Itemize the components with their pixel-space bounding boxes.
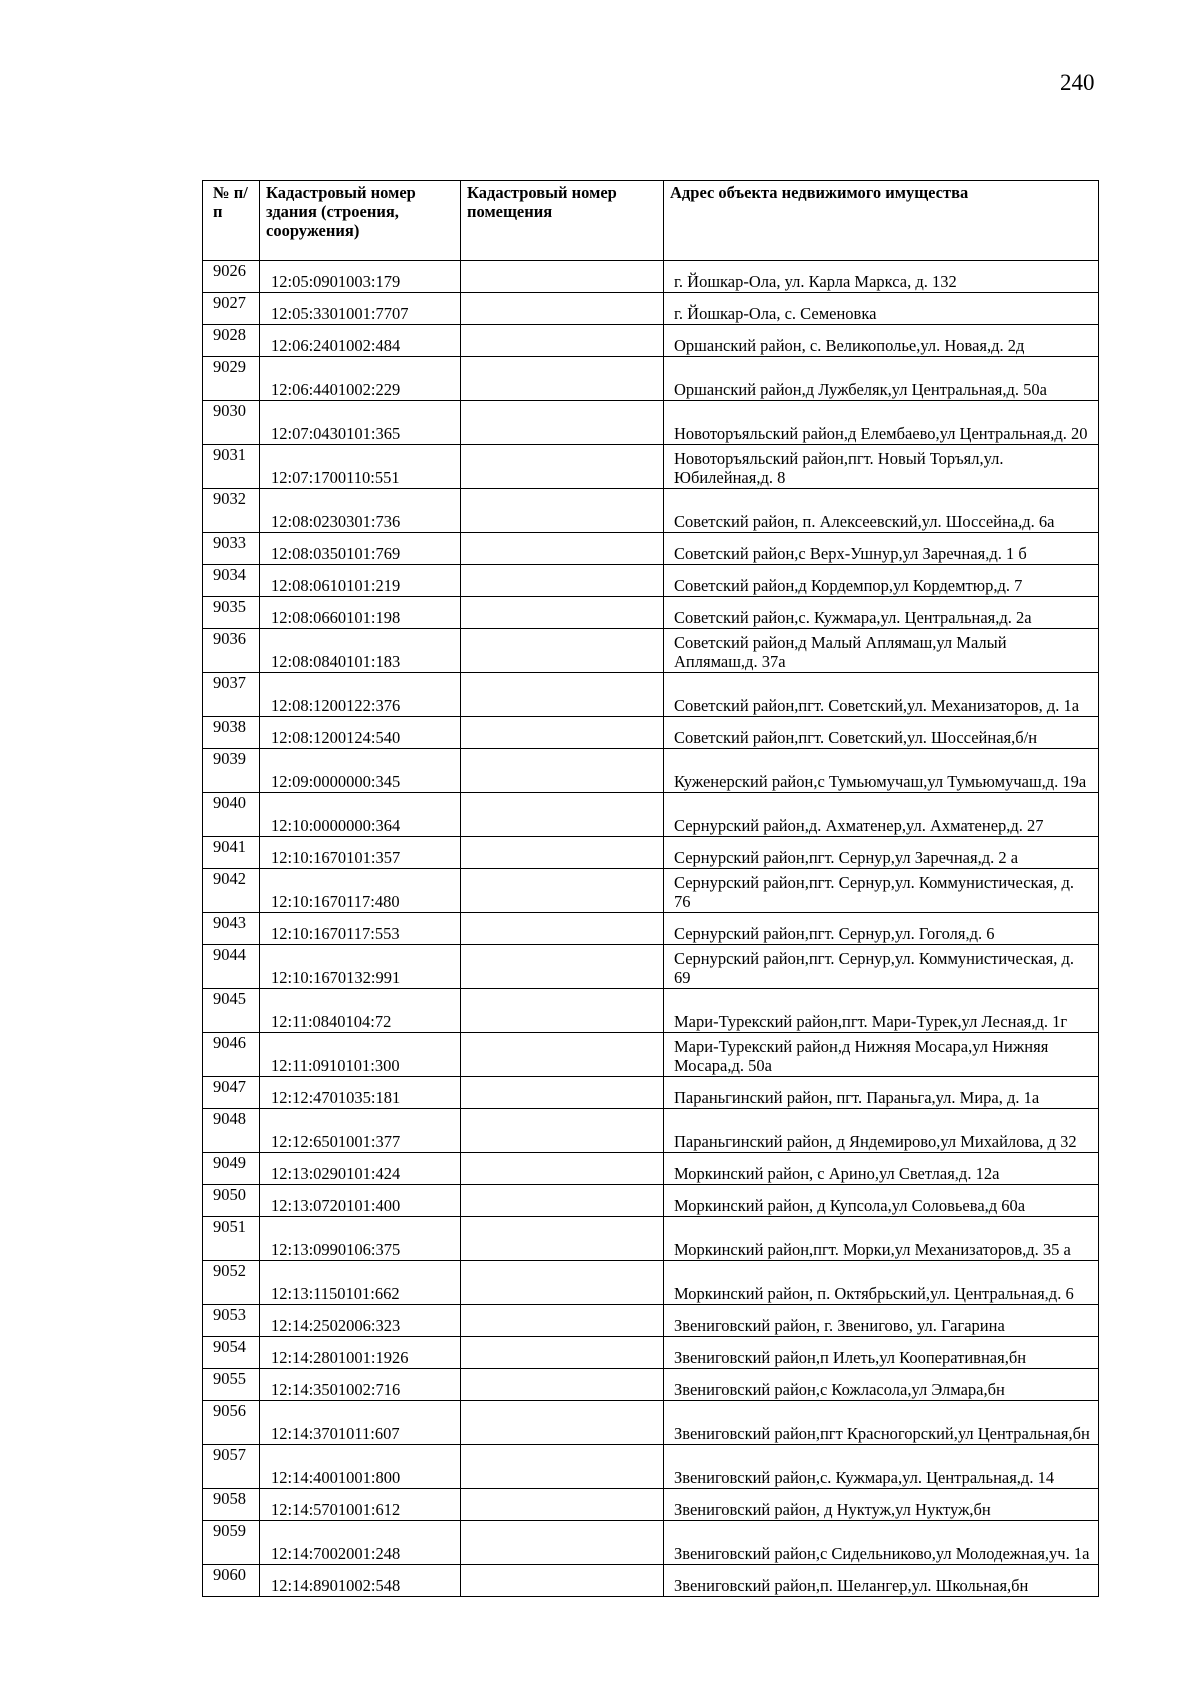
address-cell: Советский район,пгт. Советский,ул. Механизаторов, д. 1а bbox=[664, 673, 1099, 717]
room-cadastral-cell bbox=[461, 1185, 664, 1217]
row-number-cell: 9045 bbox=[203, 989, 260, 1033]
table-row bbox=[203, 1489, 1099, 1521]
table-row bbox=[203, 989, 1099, 1033]
row-number-cell: 9039 bbox=[203, 749, 260, 793]
table-row bbox=[203, 945, 1099, 989]
room-cadastral-cell bbox=[461, 1489, 664, 1521]
table-row bbox=[203, 293, 1099, 325]
table-row bbox=[203, 565, 1099, 597]
address-cell: Советский район, п. Алексеевский,ул. Шоссейна,д. 6а bbox=[664, 489, 1099, 533]
address-cell: Моркинский район, с Арино,ул Светлая,д. 12а bbox=[664, 1153, 1099, 1185]
room-cadastral-cell bbox=[461, 1261, 664, 1305]
header-address: Адрес объекта недвижимого имущества bbox=[664, 181, 1099, 261]
room-cadastral-cell bbox=[461, 1077, 664, 1109]
table-row bbox=[203, 837, 1099, 869]
address-cell: Звениговский район,п Илеть,ул Кооперативная,бн bbox=[664, 1337, 1099, 1369]
table-row bbox=[203, 1369, 1099, 1401]
room-cadastral-cell bbox=[461, 597, 664, 629]
address-cell: Звениговский район, д Нуктуж,ул Нуктуж,бн bbox=[664, 1489, 1099, 1521]
building-cadastral-cell: 12:13:0990106:375 bbox=[260, 1217, 461, 1261]
room-cadastral-cell bbox=[461, 1153, 664, 1185]
building-cadastral-cell: 12:14:2801001:1926 bbox=[260, 1337, 461, 1369]
room-cadastral-cell bbox=[461, 1521, 664, 1565]
building-cadastral-cell: 12:12:4701035:181 bbox=[260, 1077, 461, 1109]
property-registry-table bbox=[202, 180, 1099, 1597]
header-room-cadastral: Кадастровый номер помещения bbox=[461, 181, 664, 261]
row-number-cell: 9052 bbox=[203, 1261, 260, 1305]
table-row bbox=[203, 793, 1099, 837]
table-row bbox=[203, 1565, 1099, 1597]
building-cadastral-cell: 12:13:0290101:424 bbox=[260, 1153, 461, 1185]
row-number-cell: 9031 bbox=[203, 445, 260, 489]
address-cell: г. Йошкар-Ола, с. Семеновка bbox=[664, 293, 1099, 325]
room-cadastral-cell bbox=[461, 1565, 664, 1597]
room-cadastral-cell bbox=[461, 837, 664, 869]
building-cadastral-cell: 12:08:0610101:219 bbox=[260, 565, 461, 597]
address-cell: Звениговский район,с. Кужмара,ул. Центральная,д. 14 bbox=[664, 1445, 1099, 1489]
row-number-cell: 9027 bbox=[203, 293, 260, 325]
address-cell: Параньгинский район, пгт. Параньга,ул. Мира, д. 1а bbox=[664, 1077, 1099, 1109]
row-number-cell: 9054 bbox=[203, 1337, 260, 1369]
room-cadastral-cell bbox=[461, 673, 664, 717]
table-row bbox=[203, 1033, 1099, 1077]
building-cadastral-cell: 12:13:0720101:400 bbox=[260, 1185, 461, 1217]
building-cadastral-cell: 12:14:3501002:716 bbox=[260, 1369, 461, 1401]
room-cadastral-cell bbox=[461, 261, 664, 293]
table-row bbox=[203, 1261, 1099, 1305]
address-cell: Мари-Турекский район,д Нижняя Мосара,ул Нижняя Мосара,д. 50а bbox=[664, 1033, 1099, 1077]
table-row bbox=[203, 533, 1099, 565]
room-cadastral-cell bbox=[461, 1033, 664, 1077]
row-number-cell: 9040 bbox=[203, 793, 260, 837]
row-number-cell: 9058 bbox=[203, 1489, 260, 1521]
address-cell: Звениговский район,с Кожласола,ул Элмара,бн bbox=[664, 1369, 1099, 1401]
page-number: 240 bbox=[1060, 70, 1095, 95]
room-cadastral-cell bbox=[461, 1401, 664, 1445]
room-cadastral-cell bbox=[461, 1305, 664, 1337]
room-cadastral-cell bbox=[461, 445, 664, 489]
row-number-cell: 9026 bbox=[203, 261, 260, 293]
address-cell: Моркинский район, п. Октябрьский,ул. Центральная,д. 6 bbox=[664, 1261, 1099, 1305]
room-cadastral-cell bbox=[461, 1109, 664, 1153]
room-cadastral-cell bbox=[461, 869, 664, 913]
address-cell: Звениговский район,п. Шелангер,ул. Школьная,бн bbox=[664, 1565, 1099, 1597]
row-number-cell: 9050 bbox=[203, 1185, 260, 1217]
building-cadastral-cell: 12:11:0910101:300 bbox=[260, 1033, 461, 1077]
building-cadastral-cell: 12:06:4401002:229 bbox=[260, 357, 461, 401]
address-cell: Мари-Турекский район,пгт. Мари-Турек,ул Лесная,д. 1г bbox=[664, 989, 1099, 1033]
room-cadastral-cell bbox=[461, 325, 664, 357]
room-cadastral-cell bbox=[461, 749, 664, 793]
row-number-cell: 9048 bbox=[203, 1109, 260, 1153]
room-cadastral-cell bbox=[461, 565, 664, 597]
building-cadastral-cell: 12:05:3301001:7707 bbox=[260, 293, 461, 325]
row-number-cell: 9047 bbox=[203, 1077, 260, 1109]
room-cadastral-cell bbox=[461, 629, 664, 673]
address-cell: Советский район,с Верх-Ушнур,ул Заречная,д. 1 б bbox=[664, 533, 1099, 565]
table-row bbox=[203, 357, 1099, 401]
building-cadastral-cell: 12:14:2502006:323 bbox=[260, 1305, 461, 1337]
address-cell: Куженерский район,с Тумьюмучаш,ул Тумьюмучаш,д. 19а bbox=[664, 749, 1099, 793]
building-cadastral-cell: 12:14:7002001:248 bbox=[260, 1521, 461, 1565]
row-number-cell: 9049 bbox=[203, 1153, 260, 1185]
table-row bbox=[203, 489, 1099, 533]
table-row bbox=[203, 1153, 1099, 1185]
row-number-cell: 9041 bbox=[203, 837, 260, 869]
address-cell: Звениговский район, г. Звенигово, ул. Гагарина bbox=[664, 1305, 1099, 1337]
table-row bbox=[203, 261, 1099, 293]
row-number-cell: 9037 bbox=[203, 673, 260, 717]
room-cadastral-cell bbox=[461, 401, 664, 445]
row-number-cell: 9033 bbox=[203, 533, 260, 565]
address-cell: Советский район,д Малый Аплямаш,ул Малый Аплямаш,д. 37а bbox=[664, 629, 1099, 673]
row-number-cell: 9053 bbox=[203, 1305, 260, 1337]
building-cadastral-cell: 12:13:1150101:662 bbox=[260, 1261, 461, 1305]
building-cadastral-cell: 12:07:1700110:551 bbox=[260, 445, 461, 489]
table-row bbox=[203, 1521, 1099, 1565]
building-cadastral-cell: 12:10:1670132:991 bbox=[260, 945, 461, 989]
building-cadastral-cell: 12:14:8901002:548 bbox=[260, 1565, 461, 1597]
room-cadastral-cell bbox=[461, 1369, 664, 1401]
room-cadastral-cell bbox=[461, 489, 664, 533]
row-number-cell: 9046 bbox=[203, 1033, 260, 1077]
row-number-cell: 9055 bbox=[203, 1369, 260, 1401]
room-cadastral-cell bbox=[461, 293, 664, 325]
row-number-cell: 9034 bbox=[203, 565, 260, 597]
table-row bbox=[203, 1109, 1099, 1153]
room-cadastral-cell bbox=[461, 717, 664, 749]
building-cadastral-cell: 12:12:6501001:377 bbox=[260, 1109, 461, 1153]
building-cadastral-cell: 12:08:0230301:736 bbox=[260, 489, 461, 533]
row-number-cell: 9051 bbox=[203, 1217, 260, 1261]
row-number-cell: 9043 bbox=[203, 913, 260, 945]
table-body bbox=[203, 261, 1099, 1597]
table-row bbox=[203, 717, 1099, 749]
row-number-cell: 9056 bbox=[203, 1401, 260, 1445]
address-cell: Звениговский район,с Сидельниково,ул Молодежная,уч. 1а bbox=[664, 1521, 1099, 1565]
table-row bbox=[203, 913, 1099, 945]
address-cell: Сернурский район,пгт. Сернур,ул. Коммунистическая, д. 76 bbox=[664, 869, 1099, 913]
table-row bbox=[203, 1217, 1099, 1261]
row-number-cell: 9035 bbox=[203, 597, 260, 629]
room-cadastral-cell bbox=[461, 1337, 664, 1369]
table-row bbox=[203, 1445, 1099, 1489]
building-cadastral-cell: 12:14:5701001:612 bbox=[260, 1489, 461, 1521]
address-cell: Советский район,д Кордемпор,ул Кордемтюр,д. 7 bbox=[664, 565, 1099, 597]
building-cadastral-cell: 12:08:0840101:183 bbox=[260, 629, 461, 673]
room-cadastral-cell bbox=[461, 357, 664, 401]
address-cell: Новоторъяльский район,д Елембаево,ул Центральная,д. 20 bbox=[664, 401, 1099, 445]
building-cadastral-cell: 12:10:1670101:357 bbox=[260, 837, 461, 869]
table-header-row bbox=[203, 181, 1099, 261]
row-number-cell: 9030 bbox=[203, 401, 260, 445]
table-row bbox=[203, 325, 1099, 357]
room-cadastral-cell bbox=[461, 533, 664, 565]
building-cadastral-cell: 12:10:0000000:364 bbox=[260, 793, 461, 837]
table-row bbox=[203, 1337, 1099, 1369]
address-cell: Моркинский район, д Купсола,ул Соловьева,д 60а bbox=[664, 1185, 1099, 1217]
row-number-cell: 9059 bbox=[203, 1521, 260, 1565]
address-cell: Звениговский район,пгт Красногорский,ул Центральная,бн bbox=[664, 1401, 1099, 1445]
building-cadastral-cell: 12:10:1670117:553 bbox=[260, 913, 461, 945]
address-cell: Оршанский район, с. Великополье,ул. Новая,д. 2д bbox=[664, 325, 1099, 357]
address-cell: Новоторъяльский район,пгт. Новый Торъял,ул. Юбилейная,д. 8 bbox=[664, 445, 1099, 489]
row-number-cell: 9036 bbox=[203, 629, 260, 673]
row-number-cell: 9042 bbox=[203, 869, 260, 913]
building-cadastral-cell: 12:10:1670117:480 bbox=[260, 869, 461, 913]
address-cell: Параньгинский район, д Яндемирово,ул Михайлова, д 32 bbox=[664, 1109, 1099, 1153]
building-cadastral-cell: 12:08:1200124:540 bbox=[260, 717, 461, 749]
building-cadastral-cell: 12:11:0840104:72 bbox=[260, 989, 461, 1033]
address-cell: Моркинский район,пгт. Морки,ул Механизаторов,д. 35 а bbox=[664, 1217, 1099, 1261]
table-row bbox=[203, 629, 1099, 673]
address-cell: г. Йошкар-Ола, ул. Карла Маркса, д. 132 bbox=[664, 261, 1099, 293]
row-number-cell: 9044 bbox=[203, 945, 260, 989]
building-cadastral-cell: 12:08:1200122:376 bbox=[260, 673, 461, 717]
table-row bbox=[203, 1401, 1099, 1445]
building-cadastral-cell: 12:05:0901003:179 bbox=[260, 261, 461, 293]
address-cell: Оршанский район,д Лужбеляк,ул Центральная,д. 50а bbox=[664, 357, 1099, 401]
address-cell: Советский район,с. Кужмара,ул. Центральная,д. 2а bbox=[664, 597, 1099, 629]
address-cell: Сернурский район,пгт. Сернур,ул. Гоголя,д. 6 bbox=[664, 913, 1099, 945]
header-number: № п/п bbox=[203, 181, 260, 261]
room-cadastral-cell bbox=[461, 913, 664, 945]
building-cadastral-cell: 12:08:0350101:769 bbox=[260, 533, 461, 565]
row-number-cell: 9060 bbox=[203, 1565, 260, 1597]
row-number-cell: 9038 bbox=[203, 717, 260, 749]
room-cadastral-cell bbox=[461, 989, 664, 1033]
header-building-cadastral: Кадастровый номер здания (строения, сооружения) bbox=[260, 181, 461, 261]
table-row bbox=[203, 673, 1099, 717]
table-row bbox=[203, 597, 1099, 629]
table-row bbox=[203, 869, 1099, 913]
building-cadastral-cell: 12:08:0660101:198 bbox=[260, 597, 461, 629]
address-cell: Сернурский район,пгт. Сернур,ул Заречная,д. 2 а bbox=[664, 837, 1099, 869]
row-number-cell: 9028 bbox=[203, 325, 260, 357]
address-cell: Советский район,пгт. Советский,ул. Шоссейная,б/н bbox=[664, 717, 1099, 749]
room-cadastral-cell bbox=[461, 793, 664, 837]
address-cell: Сернурский район,пгт. Сернур,ул. Коммунистическая, д. 69 bbox=[664, 945, 1099, 989]
table-row bbox=[203, 1077, 1099, 1109]
table-row bbox=[203, 401, 1099, 445]
table-row bbox=[203, 749, 1099, 793]
building-cadastral-cell: 12:09:0000000:345 bbox=[260, 749, 461, 793]
building-cadastral-cell: 12:06:2401002:484 bbox=[260, 325, 461, 357]
room-cadastral-cell bbox=[461, 945, 664, 989]
building-cadastral-cell: 12:14:3701011:607 bbox=[260, 1401, 461, 1445]
table-row bbox=[203, 445, 1099, 489]
row-number-cell: 9057 bbox=[203, 1445, 260, 1489]
address-cell: Сернурский район,д. Ахматенер,ул. Ахматенер,д. 27 bbox=[664, 793, 1099, 837]
room-cadastral-cell bbox=[461, 1445, 664, 1489]
row-number-cell: 9029 bbox=[203, 357, 260, 401]
table-row bbox=[203, 1185, 1099, 1217]
building-cadastral-cell: 12:14:4001001:800 bbox=[260, 1445, 461, 1489]
row-number-cell: 9032 bbox=[203, 489, 260, 533]
room-cadastral-cell bbox=[461, 1217, 664, 1261]
building-cadastral-cell: 12:07:0430101:365 bbox=[260, 401, 461, 445]
table-row bbox=[203, 1305, 1099, 1337]
